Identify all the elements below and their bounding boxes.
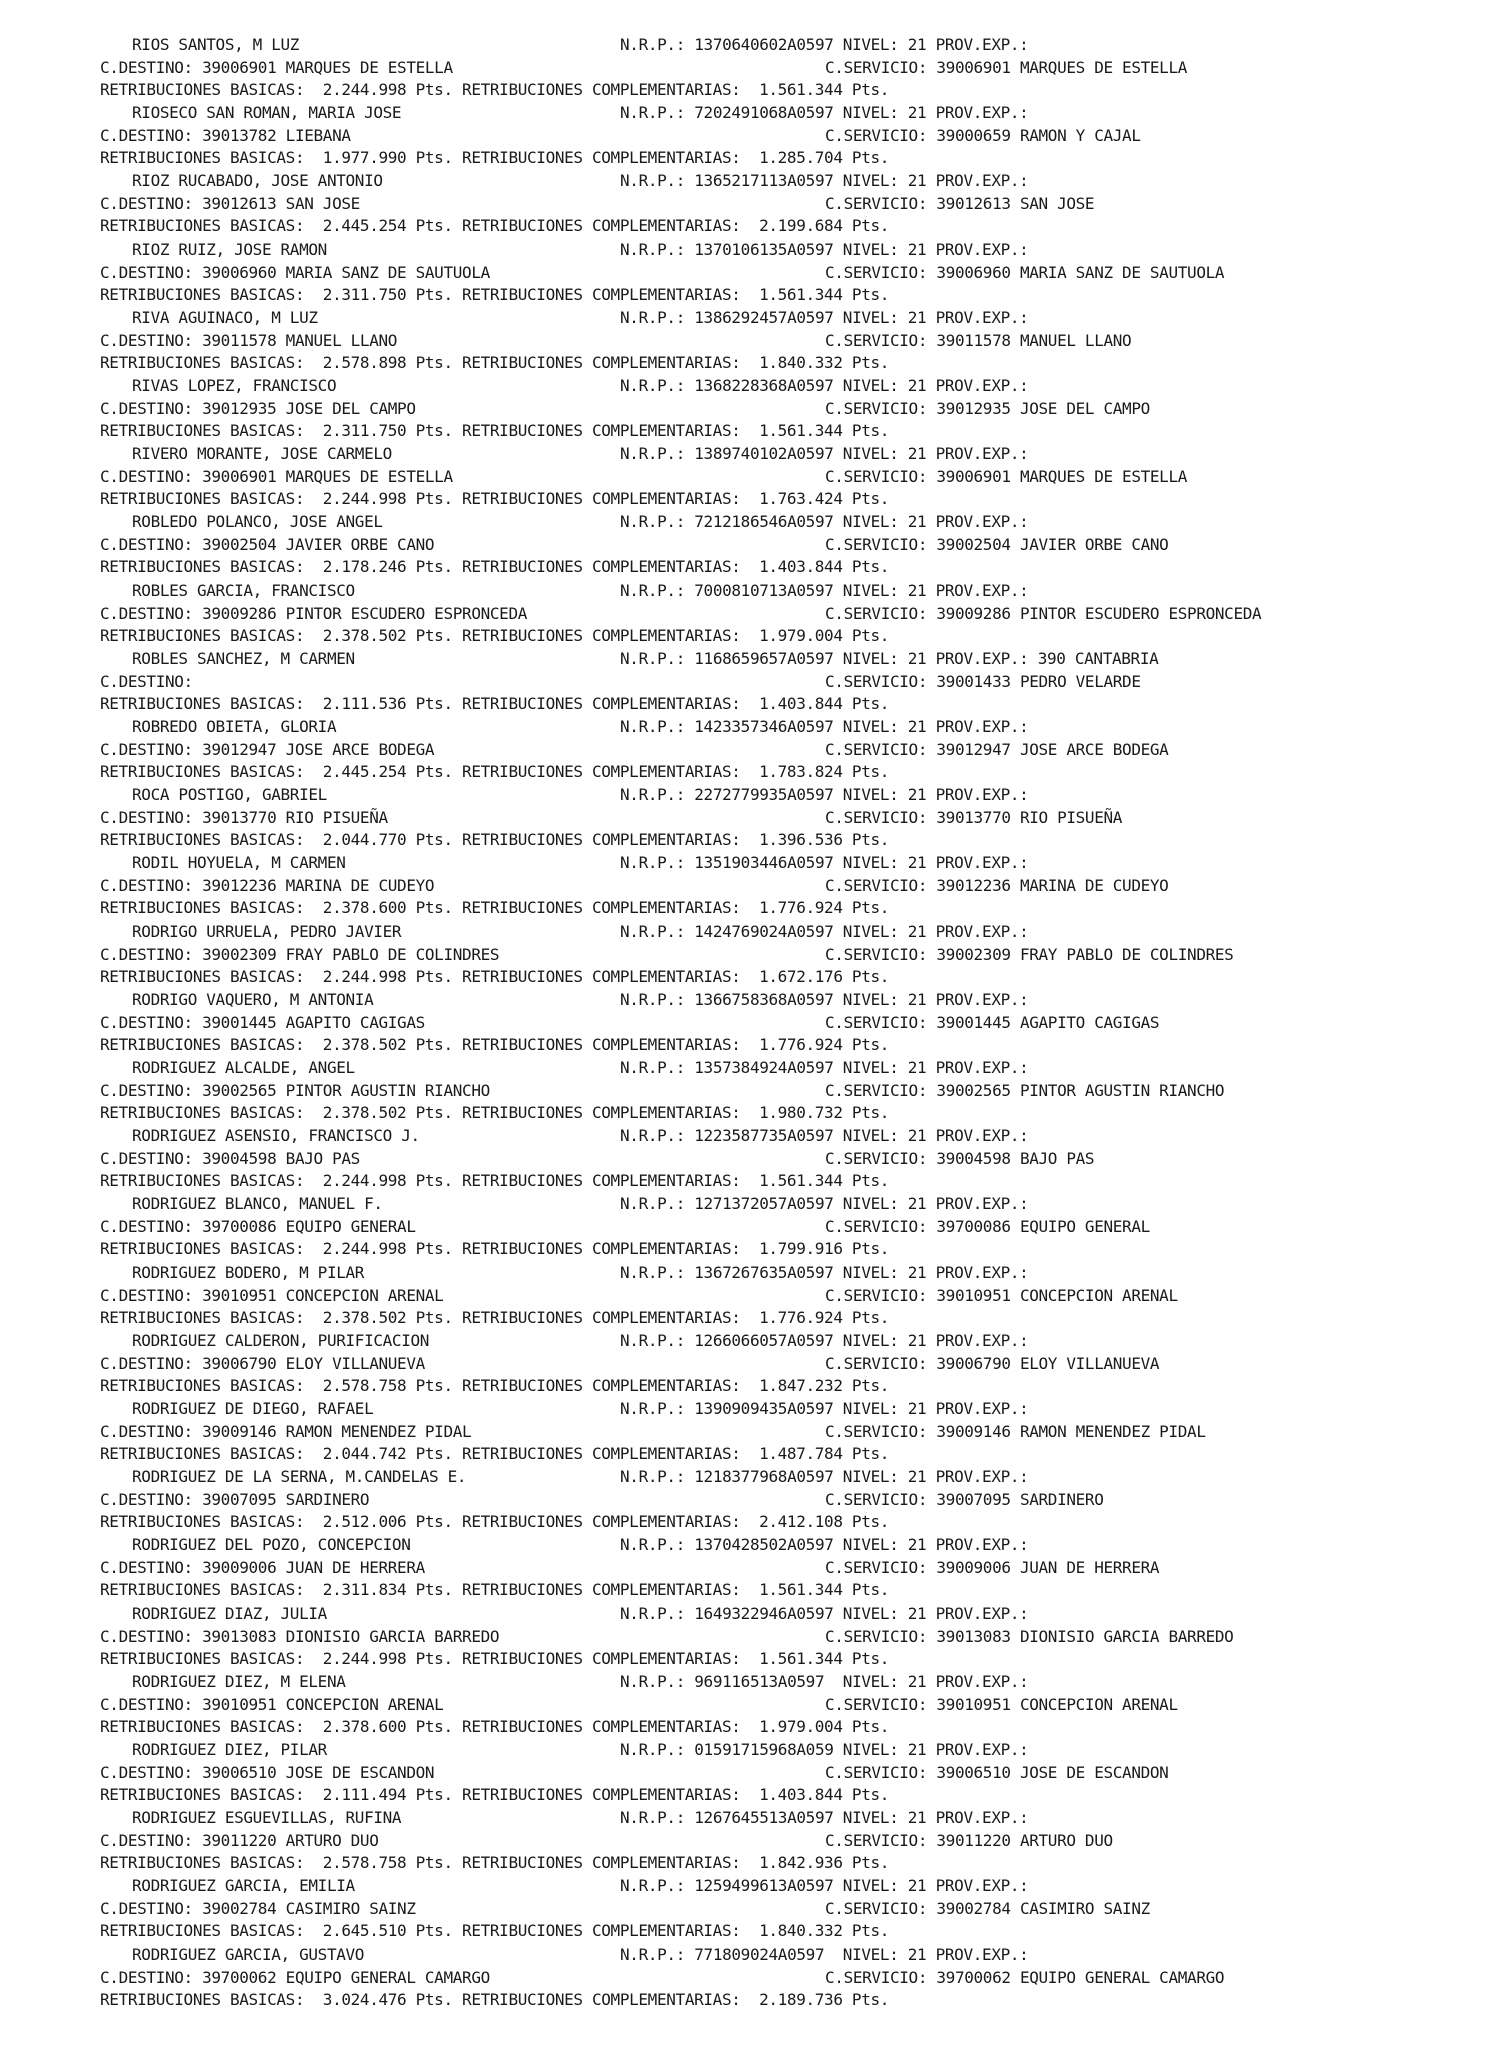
employee-record bbox=[0, 650, 1504, 718]
employee-name: RIVERO MORANTE, JOSE CARMELO bbox=[132, 444, 392, 464]
retribuciones-line: RETRIBUCIONES BASICAS: 2.445.254 Pts. RETRIBUCIONES COMPLEMENTARIAS: 2.199.684 Pts. bbox=[100, 216, 890, 236]
servicio-line: C.SERVICIO: 39006901 MARQUES DE ESTELLA bbox=[825, 58, 1188, 77]
employee-name: RIVAS LOPEZ, FRANCISCO bbox=[132, 376, 337, 395]
retribuciones-line: RETRIBUCIONES BASICAS: 2.178.246 Pts. RETRIBUCIONES COMPLEMENTARIAS: 1.403.844 Pts. bbox=[100, 557, 890, 577]
retribuciones-line: RETRIBUCIONES BASICAS: 2.244.998 Pts. RETRIBUCIONES COMPLEMENTARIAS: 1.561.344 Pts. bbox=[100, 80, 890, 99]
employee-name: ROBLES GARCIA, FRANCISCO bbox=[132, 580, 355, 600]
employee-name: RODRIGUEZ BLANCO, MANUEL F. bbox=[132, 1194, 383, 1214]
retribuciones-line: RETRIBUCIONES BASICAS: 2.111.494 Pts. RETRIBUCIONES COMPLEMENTARIAS: 1.403.844 Pts. bbox=[100, 1785, 890, 1804]
nrp-line: N.R.P.: 1266066057A0597 NIVEL: 21 PROV.EXP.: bbox=[620, 1330, 1029, 1350]
destino-line: C.DESTINO: 39012236 MARINA DE CUDEYO bbox=[100, 876, 435, 896]
retribuciones-line: RETRIBUCIONES BASICAS: 1.977.990 Pts. RETRIBUCIONES COMPLEMENTARIAS: 1.285.704 Pts. bbox=[100, 148, 890, 168]
servicio-line: C.SERVICIO: 39009006 JUAN DE HERRERA bbox=[825, 1558, 1160, 1578]
retribuciones-line: RETRIBUCIONES BASICAS: 2.311.834 Pts. RETRIBUCIONES COMPLEMENTARIAS: 1.561.344 Pts. bbox=[100, 1580, 890, 1600]
destino-line: C.DESTINO: 39012613 SAN JOSE bbox=[100, 194, 360, 214]
nrp-line: N.R.P.: 1366758368A0597 NIVEL: 21 PROV.EXP.: bbox=[620, 989, 1029, 1009]
destino-line: C.DESTINO: 39010951 CONCEPCION ARENAL bbox=[100, 1285, 444, 1305]
servicio-line: C.SERVICIO: 39002504 JAVIER ORBE CANO bbox=[825, 535, 1169, 555]
destino-line: C.DESTINO: 39002784 CASIMIRO SAINZ bbox=[100, 1899, 416, 1919]
destino-line: C.DESTINO: 39006790 ELOY VILLANUEVA bbox=[100, 1353, 425, 1373]
servicio-line: C.SERVICIO: 39700062 EQUIPO GENERAL CAMARGO bbox=[825, 1967, 1225, 1987]
destino-line: C.DESTINO: 39013083 DIONISIO GARCIA BARREDO bbox=[100, 1626, 500, 1646]
destino-line: C.DESTINO: 39009006 JUAN DE HERRERA bbox=[100, 1558, 425, 1578]
nrp-line: N.R.P.: 1367267635A0597 NIVEL: 21 PROV.EXP.: bbox=[620, 1262, 1029, 1282]
employee-record bbox=[0, 1605, 1504, 1673]
servicio-line: C.SERVICIO: 39002565 PINTOR AGUSTIN RIANCHO bbox=[825, 1081, 1225, 1100]
employee-name: ROBLEDO POLANCO, JOSE ANGEL bbox=[132, 512, 383, 532]
employee-record bbox=[0, 241, 1504, 309]
employee-record bbox=[0, 1400, 1504, 1468]
retribuciones-line: RETRIBUCIONES BASICAS: 2.578.758 Pts. RETRIBUCIONES COMPLEMENTARIAS: 1.847.232 Pts. bbox=[100, 1375, 890, 1395]
nrp-line: N.R.P.: 01591715968A059 NIVEL: 21 PROV.EXP.: bbox=[620, 1740, 1029, 1759]
servicio-line: C.SERVICIO: 39009146 RAMON MENENDEZ PIDAL bbox=[825, 1422, 1206, 1441]
servicio-line: C.SERVICIO: 39006960 MARIA SANZ DE SAUTUOLA bbox=[825, 262, 1225, 282]
employee-name: RIOSECO SAN ROMAN, MARIA JOSE bbox=[132, 103, 402, 123]
employee-name: RIOZ RUCABADO, JOSE ANTONIO bbox=[132, 171, 383, 191]
nrp-line: N.R.P.: 1649322946A0597 NIVEL: 21 PROV.EXP.: bbox=[620, 1603, 1029, 1623]
servicio-line: C.SERVICIO: 39009286 PINTOR ESCUDERO ESPRONCEDA bbox=[825, 603, 1262, 623]
employee-name: RODRIGUEZ BODERO, M PILAR bbox=[132, 1262, 365, 1282]
destino-line: C.DESTINO: 39002309 FRAY PABLO DE COLINDRES bbox=[100, 944, 500, 964]
retribuciones-line: RETRIBUCIONES BASICAS: 3.024.476 Pts. RETRIBUCIONES COMPLEMENTARIAS: 2.189.736 Pts. bbox=[100, 1989, 890, 2009]
servicio-line: C.SERVICIO: 39011578 MANUEL LLANO bbox=[825, 330, 1132, 350]
employee-record bbox=[0, 172, 1504, 240]
servicio-line: C.SERVICIO: 39006510 JOSE DE ESCANDON bbox=[825, 1763, 1169, 1782]
nrp-line: N.R.P.: 1370428502A0597 NIVEL: 21 PROV.EXP.: bbox=[620, 1535, 1029, 1555]
retribuciones-line: RETRIBUCIONES BASICAS: 2.044.742 Pts. RETRIBUCIONES COMPLEMENTARIAS: 1.487.784 Pts. bbox=[100, 1444, 890, 1463]
employee-record bbox=[0, 1877, 1504, 1945]
employee-record bbox=[0, 104, 1504, 172]
employee-name: RODRIGUEZ ESGUEVILLAS, RUFINA bbox=[132, 1808, 402, 1828]
servicio-line: C.SERVICIO: 39013770 RIO PISUEÑA bbox=[825, 808, 1123, 828]
employee-name: RODRIGO URRUELA, PEDRO JAVIER bbox=[132, 921, 402, 941]
employee-name: RODRIGUEZ DEL POZO, CONCEPCION bbox=[132, 1535, 411, 1555]
destino-line: C.DESTINO: 39006960 MARIA SANZ DE SAUTUOLA bbox=[100, 262, 490, 282]
destino-line: C.DESTINO: 39002504 JAVIER ORBE CANO bbox=[100, 535, 435, 555]
nrp-line: N.R.P.: 1424769024A0597 NIVEL: 21 PROV.EXP.: bbox=[620, 921, 1029, 941]
nrp-line: N.R.P.: 1218377968A0597 NIVEL: 21 PROV.EXP.: bbox=[620, 1467, 1029, 1487]
servicio-line: C.SERVICIO: 39010951 CONCEPCION ARENAL bbox=[825, 1694, 1178, 1714]
servicio-line: C.SERVICIO: 39010951 CONCEPCION ARENAL bbox=[825, 1285, 1178, 1305]
destino-line: C.DESTINO: 39009146 RAMON MENENDEZ PIDAL bbox=[100, 1422, 472, 1441]
retribuciones-line: RETRIBUCIONES BASICAS: 2.378.600 Pts. RETRIBUCIONES COMPLEMENTARIAS: 1.776.924 Pts. bbox=[100, 898, 890, 918]
retribuciones-line: RETRIBUCIONES BASICAS: 2.111.536 Pts. RETRIBUCIONES COMPLEMENTARIAS: 1.403.844 Pts. bbox=[100, 693, 890, 713]
employee-record bbox=[0, 309, 1504, 377]
employee-name: RODRIGUEZ DIEZ, PILAR bbox=[132, 1740, 327, 1759]
retribuciones-line: RETRIBUCIONES BASICAS: 2.378.502 Pts. RETRIBUCIONES COMPLEMENTARIAS: 1.776.924 Pts. bbox=[100, 1034, 890, 1054]
employee-record bbox=[0, 718, 1504, 786]
employee-name: ROBREDO OBIETA, GLORIA bbox=[132, 717, 337, 736]
employee-record bbox=[0, 1264, 1504, 1332]
destino-line: C.DESTINO: 39001445 AGAPITO CAGIGAS bbox=[100, 1012, 425, 1032]
servicio-line: C.SERVICIO: 39012947 JOSE ARCE BODEGA bbox=[825, 740, 1169, 759]
retribuciones-line: RETRIBUCIONES BASICAS: 2.244.998 Pts. RETRIBUCIONES COMPLEMENTARIAS: 1.561.344 Pts. bbox=[100, 1648, 890, 1668]
destino-line: C.DESTINO: 39004598 BAJO PAS bbox=[100, 1149, 360, 1169]
destino-line: C.DESTINO: 39007095 SARDINERO bbox=[100, 1490, 370, 1510]
employee-name: RIOZ RUIZ, JOSE RAMON bbox=[132, 239, 327, 259]
nrp-line: N.R.P.: 1389740102A0597 NIVEL: 21 PROV.EXP.: bbox=[620, 444, 1029, 464]
destino-line: C.DESTINO: 39700086 EQUIPO GENERAL bbox=[100, 1217, 416, 1237]
employee-record bbox=[0, 513, 1504, 581]
servicio-line: C.SERVICIO: 39700086 EQUIPO GENERAL bbox=[825, 1217, 1150, 1237]
employee-record bbox=[0, 1673, 1504, 1741]
employee-name: ROCA POSTIGO, GABRIEL bbox=[132, 785, 327, 805]
employee-record bbox=[0, 991, 1504, 1059]
nrp-line: N.R.P.: 1423357346A0597 NIVEL: 21 PROV.EXP.: bbox=[620, 717, 1029, 736]
employee-name: ROBLES SANCHEZ, M CARMEN bbox=[132, 648, 355, 668]
employee-name: RODRIGUEZ DE LA SERNA, M.CANDELAS E. bbox=[132, 1467, 467, 1487]
retribuciones-line: RETRIBUCIONES BASICAS: 2.578.758 Pts. RETRIBUCIONES COMPLEMENTARIAS: 1.842.936 Pts. bbox=[100, 1853, 890, 1873]
employee-name: RODRIGO VAQUERO, M ANTONIA bbox=[132, 989, 374, 1009]
nrp-line: N.R.P.: 2272779935A0597 NIVEL: 21 PROV.EXP.: bbox=[620, 785, 1029, 805]
employee-name: RODRIGUEZ ALCALDE, ANGEL bbox=[132, 1058, 355, 1077]
employee-name: RODRIGUEZ ASENSIO, FRANCISCO J. bbox=[132, 1126, 420, 1146]
retribuciones-line: RETRIBUCIONES BASICAS: 2.244.998 Pts. RETRIBUCIONES COMPLEMENTARIAS: 1.561.344 Pts. bbox=[100, 1171, 890, 1191]
employee-record bbox=[0, 582, 1504, 650]
servicio-line: C.SERVICIO: 39001445 AGAPITO CAGIGAS bbox=[825, 1012, 1160, 1032]
retribuciones-line: RETRIBUCIONES BASICAS: 2.578.898 Pts. RETRIBUCIONES COMPLEMENTARIAS: 1.840.332 Pts. bbox=[100, 352, 890, 372]
destino-line: C.DESTINO: 39013770 RIO PISUEÑA bbox=[100, 808, 388, 828]
servicio-line: C.SERVICIO: 39000659 RAMON Y CAJAL bbox=[825, 126, 1141, 146]
destino-line: C.DESTINO: 39013782 LIEBANA bbox=[100, 126, 351, 146]
nrp-line: N.R.P.: 1223587735A0597 NIVEL: 21 PROV.EXP.: bbox=[620, 1126, 1029, 1146]
employee-name: RODRIGUEZ GARCIA, EMILIA bbox=[132, 1876, 355, 1896]
retribuciones-line: RETRIBUCIONES BASICAS: 2.378.502 Pts. RETRIBUCIONES COMPLEMENTARIAS: 1.980.732 Pts. bbox=[100, 1103, 890, 1122]
servicio-line: C.SERVICIO: 39002309 FRAY PABLO DE COLINDRES bbox=[825, 944, 1234, 964]
employee-record bbox=[0, 1332, 1504, 1400]
nrp-line: N.R.P.: 771809024A0597 NIVEL: 21 PROV.EXP.: bbox=[620, 1944, 1029, 1964]
nrp-line: N.R.P.: 1370640602A0597 NIVEL: 21 PROV.EXP.: bbox=[620, 35, 1029, 54]
nrp-line: N.R.P.: 1351903446A0597 NIVEL: 21 PROV.EXP.: bbox=[620, 853, 1029, 873]
employee-name: RODRIGUEZ DIAZ, JULIA bbox=[132, 1603, 327, 1623]
nrp-line: N.R.P.: 7000810713A0597 NIVEL: 21 PROV.EXP.: bbox=[620, 580, 1029, 600]
servicio-line: C.SERVICIO: 39011220 ARTURO DUO bbox=[825, 1831, 1113, 1851]
retribuciones-line: RETRIBUCIONES BASICAS: 2.044.770 Pts. RETRIBUCIONES COMPLEMENTARIAS: 1.396.536 Pts. bbox=[100, 830, 890, 850]
destino-line: C.DESTINO: 39002565 PINTOR AGUSTIN RIANCHO bbox=[100, 1081, 490, 1100]
destino-line: C.DESTINO: 39006901 MARQUES DE ESTELLA bbox=[100, 58, 453, 77]
retribuciones-line: RETRIBUCIONES BASICAS: 2.244.998 Pts. RETRIBUCIONES COMPLEMENTARIAS: 1.672.176 Pts. bbox=[100, 966, 890, 986]
servicio-line: C.SERVICIO: 39013083 DIONISIO GARCIA BARREDO bbox=[825, 1626, 1234, 1646]
retribuciones-line: RETRIBUCIONES BASICAS: 2.445.254 Pts. RETRIBUCIONES COMPLEMENTARIAS: 1.783.824 Pts. bbox=[100, 762, 890, 781]
retribuciones-line: RETRIBUCIONES BASICAS: 2.311.750 Pts. RETRIBUCIONES COMPLEMENTARIAS: 1.561.344 Pts. bbox=[100, 284, 890, 304]
destino-line: C.DESTINO: 39010951 CONCEPCION ARENAL bbox=[100, 1694, 444, 1714]
nrp-line: N.R.P.: 1386292457A0597 NIVEL: 21 PROV.EXP.: bbox=[620, 307, 1029, 327]
nrp-line: N.R.P.: 1368228368A0597 NIVEL: 21 PROV.EXP.: bbox=[620, 376, 1029, 395]
nrp-line: N.R.P.: 1390909435A0597 NIVEL: 21 PROV.EXP.: bbox=[620, 1399, 1029, 1418]
nrp-line: N.R.P.: 969116513A0597 NIVEL: 21 PROV.EXP.: bbox=[620, 1671, 1029, 1691]
employee-name: RIOS SANTOS, M LUZ bbox=[132, 35, 300, 54]
nrp-line: N.R.P.: 1370106135A0597 NIVEL: 21 PROV.EXP.: bbox=[620, 239, 1029, 259]
employee-name: RODIL HOYUELA, M CARMEN bbox=[132, 853, 346, 873]
employee-record bbox=[0, 36, 1504, 104]
nrp-line: N.R.P.: 7212186546A0597 NIVEL: 21 PROV.EXP.: bbox=[620, 512, 1029, 532]
employee-record bbox=[0, 445, 1504, 513]
employee-record bbox=[0, 786, 1504, 854]
employee-record bbox=[0, 1741, 1504, 1809]
employee-record bbox=[0, 1127, 1504, 1195]
retribuciones-line: RETRIBUCIONES BASICAS: 2.244.998 Pts. RETRIBUCIONES COMPLEMENTARIAS: 1.763.424 Pts. bbox=[100, 489, 890, 509]
employee-name: RODRIGUEZ CALDERON, PURIFICACION bbox=[132, 1330, 430, 1350]
servicio-line: C.SERVICIO: 39012236 MARINA DE CUDEYO bbox=[825, 876, 1169, 896]
employee-name: RODRIGUEZ GARCIA, GUSTAVO bbox=[132, 1944, 365, 1964]
destino-line: C.DESTINO: 39011220 ARTURO DUO bbox=[100, 1831, 379, 1851]
servicio-line: C.SERVICIO: 39001433 PEDRO VELARDE bbox=[825, 671, 1141, 691]
employee-record bbox=[0, 1195, 1504, 1263]
nrp-line: N.R.P.: 1168659657A0597 NIVEL: 21 PROV.EXP.: 390 CANTABRIA bbox=[620, 648, 1159, 668]
employee-record bbox=[0, 854, 1504, 922]
destino-line: C.DESTINO: bbox=[100, 671, 193, 691]
destino-line: C.DESTINO: 39012947 JOSE ARCE BODEGA bbox=[100, 740, 435, 759]
servicio-line: C.SERVICIO: 39007095 SARDINERO bbox=[825, 1490, 1104, 1510]
employee-record bbox=[0, 1059, 1504, 1127]
nrp-line: N.R.P.: 1267645513A0597 NIVEL: 21 PROV.EXP.: bbox=[620, 1808, 1029, 1828]
destino-line: C.DESTINO: 39011578 MANUEL LLANO bbox=[100, 330, 398, 350]
servicio-line: C.SERVICIO: 39006790 ELOY VILLANUEVA bbox=[825, 1353, 1160, 1373]
nrp-line: N.R.P.: 1259499613A0597 NIVEL: 21 PROV.EXP.: bbox=[620, 1876, 1029, 1896]
destino-line: C.DESTINO: 39012935 JOSE DEL CAMPO bbox=[100, 399, 416, 418]
servicio-line: C.SERVICIO: 39002784 CASIMIRO SAINZ bbox=[825, 1899, 1150, 1919]
retribuciones-line: RETRIBUCIONES BASICAS: 2.512.006 Pts. RETRIBUCIONES COMPLEMENTARIAS: 2.412.108 Pts. bbox=[100, 1512, 890, 1532]
destino-line: C.DESTINO: 39009286 PINTOR ESCUDERO ESPRONCEDA bbox=[100, 603, 528, 623]
retribuciones-line: RETRIBUCIONES BASICAS: 2.311.750 Pts. RETRIBUCIONES COMPLEMENTARIAS: 1.561.344 Pts. bbox=[100, 421, 890, 440]
destino-line: C.DESTINO: 39700062 EQUIPO GENERAL CAMARGO bbox=[100, 1967, 490, 1987]
employee-record bbox=[0, 1536, 1504, 1604]
destino-line: C.DESTINO: 39006901 MARQUES DE ESTELLA bbox=[100, 467, 453, 487]
retribuciones-line: RETRIBUCIONES BASICAS: 2.378.502 Pts. RETRIBUCIONES COMPLEMENTARIAS: 1.776.924 Pts. bbox=[100, 1307, 890, 1327]
employee-name: RODRIGUEZ DIEZ, M ELENA bbox=[132, 1671, 346, 1691]
employee-name: RODRIGUEZ DE DIEGO, RAFAEL bbox=[132, 1399, 374, 1418]
nrp-line: N.R.P.: 1271372057A0597 NIVEL: 21 PROV.EXP.: bbox=[620, 1194, 1029, 1214]
retribuciones-line: RETRIBUCIONES BASICAS: 2.645.510 Pts. RETRIBUCIONES COMPLEMENTARIAS: 1.840.332 Pts. bbox=[100, 1921, 890, 1941]
employee-record bbox=[0, 1468, 1504, 1536]
retribuciones-line: RETRIBUCIONES BASICAS: 2.244.998 Pts. RETRIBUCIONES COMPLEMENTARIAS: 1.799.916 Pts. bbox=[100, 1239, 890, 1259]
servicio-line: C.SERVICIO: 39006901 MARQUES DE ESTELLA bbox=[825, 467, 1188, 487]
nrp-line: N.R.P.: 1365217113A0597 NIVEL: 21 PROV.EXP.: bbox=[620, 171, 1029, 191]
employee-record bbox=[0, 377, 1504, 445]
servicio-line: C.SERVICIO: 39012613 SAN JOSE bbox=[825, 194, 1095, 214]
employee-name: RIVA AGUINACO, M LUZ bbox=[132, 307, 318, 327]
employee-record bbox=[0, 1809, 1504, 1877]
nrp-line: N.R.P.: 1357384924A0597 NIVEL: 21 PROV.EXP.: bbox=[620, 1058, 1029, 1077]
employee-record bbox=[0, 923, 1504, 991]
employee-record bbox=[0, 1946, 1504, 2014]
nrp-line: N.R.P.: 7202491068A0597 NIVEL: 21 PROV.EXP.: bbox=[620, 103, 1029, 123]
servicio-line: C.SERVICIO: 39012935 JOSE DEL CAMPO bbox=[825, 399, 1150, 418]
retribuciones-line: RETRIBUCIONES BASICAS: 2.378.502 Pts. RETRIBUCIONES COMPLEMENTARIAS: 1.979.004 Pts. bbox=[100, 625, 890, 645]
destino-line: C.DESTINO: 39006510 JOSE DE ESCANDON bbox=[100, 1763, 435, 1782]
servicio-line: C.SERVICIO: 39004598 BAJO PAS bbox=[825, 1149, 1095, 1169]
retribuciones-line: RETRIBUCIONES BASICAS: 2.378.600 Pts. RETRIBUCIONES COMPLEMENTARIAS: 1.979.004 Pts. bbox=[100, 1716, 890, 1736]
